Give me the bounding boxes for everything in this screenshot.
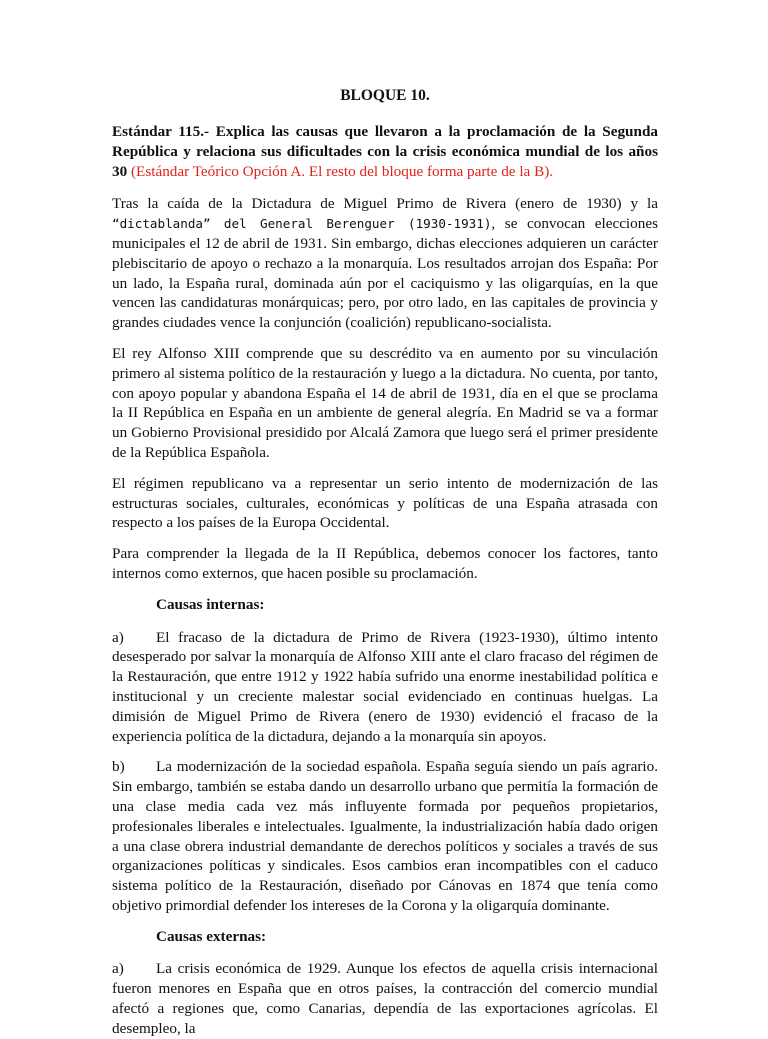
- external-cause-a: [112, 959, 658, 1038]
- list-marker: b): [112, 758, 125, 776]
- paragraph-1-part-a: Tras la caída de la Dictadura de Miguel Primo de Rivera (enero de 1930) y la: [112, 195, 658, 213]
- standard-statement: [112, 122, 658, 181]
- standard-text: Estándar 115.- Explica las causas que llevaron a la proclamación de la Segunda República y relaciona sus dificultades con la crisis económica mundial de los años 30: [112, 123, 658, 180]
- list-item-text: La crisis económica de 1929. Aunque los efectos de aquella crisis internacional fueron menores en España que en otros países, la contracción del comercio mundial afectó a regiones que, como Canarias, dependía de las exportaciones agrícolas. El desempleo, la: [112, 960, 658, 1037]
- paragraph-2: El rey Alfonso XIII comprende que su descrédito va en aumento por su vinculación primero al sistema político de la restauración y luego a la dictadura. No cuenta, por tanto, con apoyo popular y abandona España el 14 de abril de 1931, día en el que se proclama la II República en España en un ambiente de general alegría. En Madrid se va a formar un Gobierno Provisional presidido por Alcalá Zamora que luego será el primer presidente de la República Española.: [112, 344, 658, 461]
- standard-note: (Estándar Teórico Opción A. El resto del bloque forma parte de la B).: [127, 162, 554, 180]
- list-item-text: El fracaso de la dictadura de Primo de Rivera (1923-1930), último intento desesperado por salvar la monarquía de Alfonso XIII ante el claro fracaso del régimen de la Restauración, que entre 1912 y 1922 había sufrido una enorme inestabilidad política e institucional y un creciente malestar social evidenciado en continuas huelgas. La dimisión de Miguel Primo de Rivera (enero de 1930) evidenció el fracaso de la experiencia política de la dictadura, dejando a la monarquía sin apoyos.: [112, 628, 658, 745]
- list-marker: a): [112, 960, 124, 978]
- internal-cause-a: [112, 628, 658, 747]
- internal-causes-heading: Causas internas:: [156, 595, 265, 613]
- paragraph-1-part-b: , se convocan elecciones municipales el 12 de abril de 1931. Sin embargo, dichas elecciones adquieren un carácter plebiscitario de apoyo o rechazo a la monarquía. Los resultados arrojan dos España: Por un lado, la España rural, dominada aún por el caciquismo y las oligarquías, en la que vencen las candidaturas monárquicas; pero, por otro lado, en las capitales de provincia y grandes ciudades vence la conjunción (coalición) republicano-socialista.: [112, 215, 658, 332]
- paragraph-1: [112, 194, 658, 333]
- document-title: BLOQUE 10.: [340, 87, 430, 104]
- paragraph-4: Para comprender la llegada de la II República, debemos conocer los factores, tanto internos como externos, que hacen posible su proclamación.: [112, 545, 658, 582]
- list-marker: a): [112, 628, 124, 646]
- internal-cause-b: [112, 757, 658, 915]
- paragraph-1-mono: “dictablanda” del General Berenguer (1930-1931): [112, 216, 492, 232]
- list-item-text: La modernización de la sociedad española. España seguía siendo un país agrario. Sin embargo, también se estaba dando un desarrollo urbano que permitía la formación de una clase media cada vez más influyente formada por pequeños propietarios, profesionales liberales e intelectuales. Igualmente, la industrialización había dado origen a una clase obrera industrial demandante de derechos políticos y sociales a través de sus organizaciones políticas y sindicales. Esos cambios eran incompatibles con el caduco sistema político de la Restauración, diseñado por Cánovas en 1874 que tenía como objetivo primordial defender los intereses de la Corona y la oligarquía dominante.: [112, 758, 658, 914]
- external-causes-heading: Causas externas:: [156, 927, 267, 945]
- paragraph-3: El régimen republicano va a representar un serio intento de modernización de las estructuras sociales, culturales, económicas y políticas de una España atrasada con respecto a los países de la Europa Occidental.: [112, 474, 658, 532]
